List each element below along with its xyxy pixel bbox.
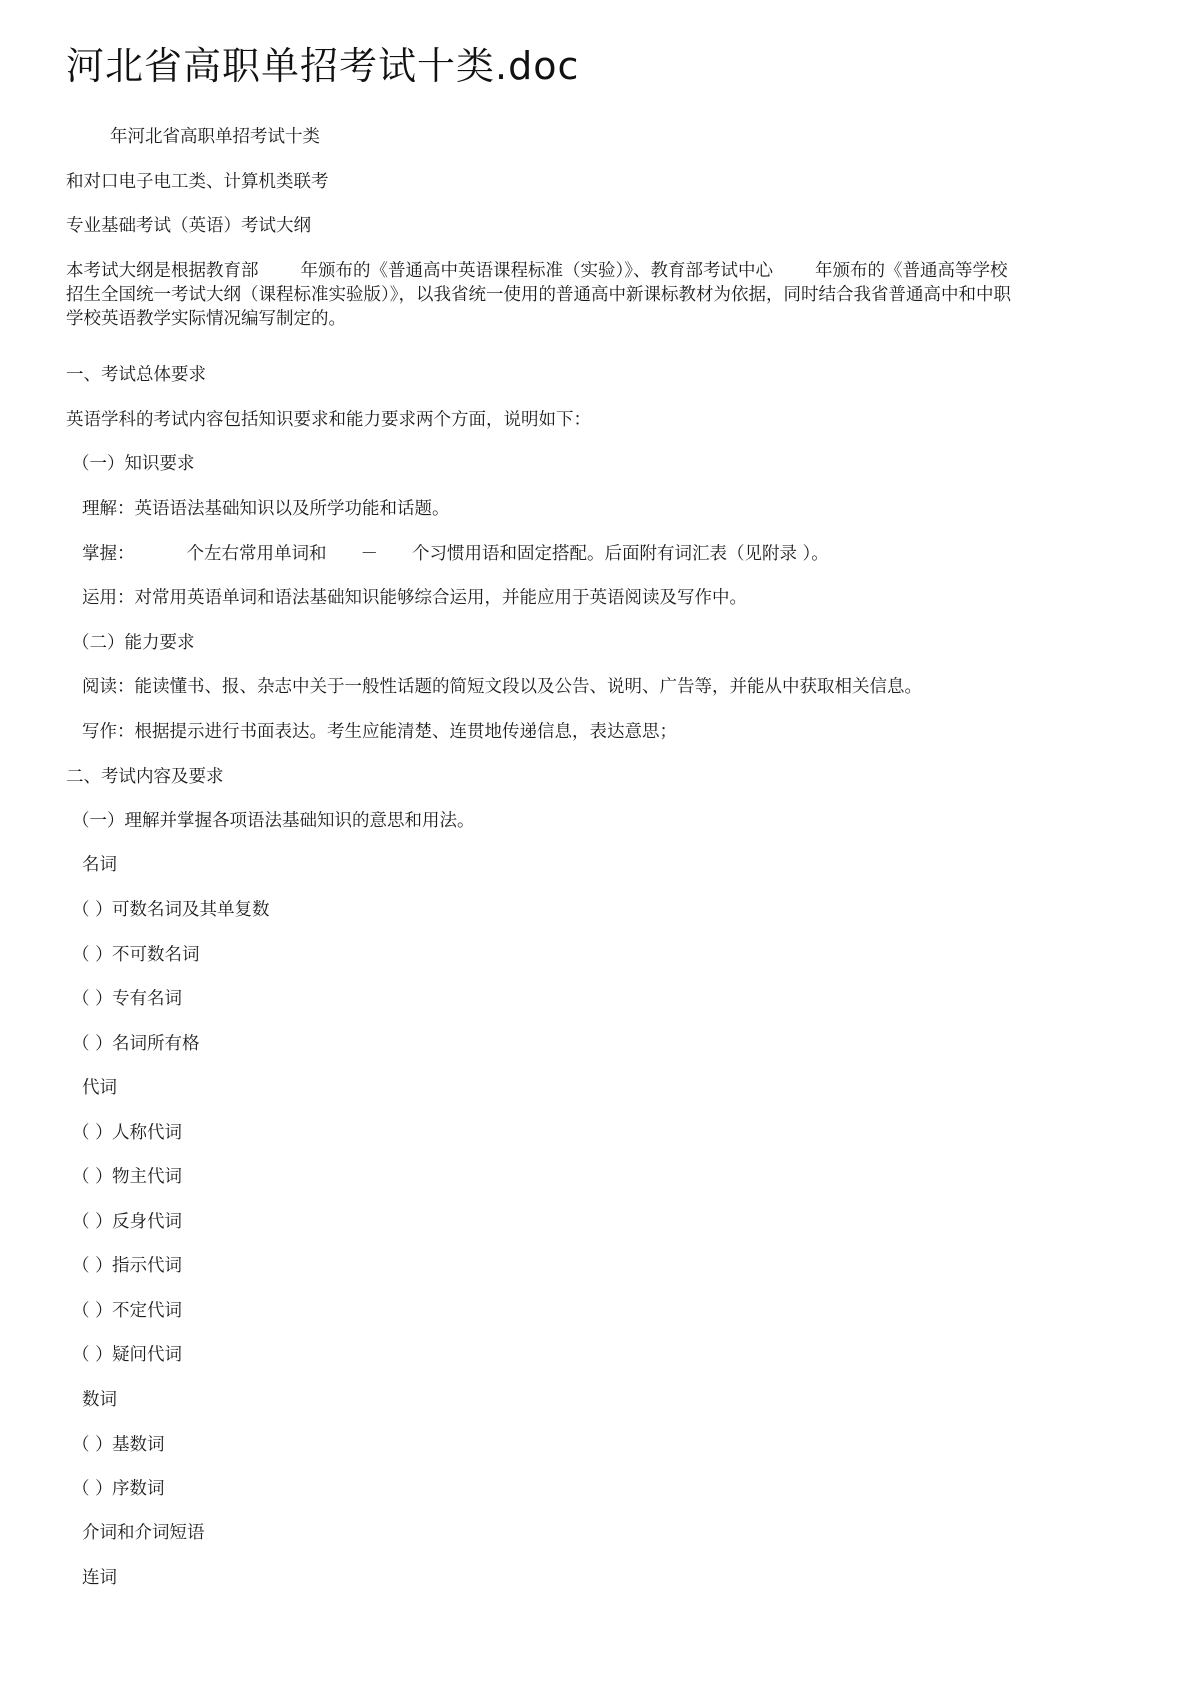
list-item <box>72 1477 165 1501</box>
list-item <box>72 1210 182 1234</box>
subtitle-line-3: 专业基础考试（英语）考试大纲 <box>66 216 311 236</box>
apply-item: 运用：对常用英语单词和语法基础知识能够综合运用，并能应用于英语阅读及写作中。 <box>82 588 747 608</box>
paren-marker: （ ） <box>72 1345 113 1365</box>
list-item-text: 基数词 <box>112 1435 165 1455</box>
intro-part-3: 年颁布的《普通高等学校 <box>815 261 1008 281</box>
paren-marker: （ ） <box>72 1123 113 1143</box>
list-item <box>72 943 200 967</box>
list-item <box>72 1032 200 1056</box>
list-item <box>72 1299 182 1323</box>
grammar-heading: （一）理解并掌握各项语法基础知识的意思和用法。 <box>72 811 475 831</box>
paren-marker: （ ） <box>72 1301 113 1321</box>
reading-item: 阅读：能读懂书、报、杂志中关于一般性话题的简短文段以及公告、说明、广告等，并能从中获取相关信息。 <box>82 677 922 697</box>
writing-item: 写作：根据提示进行书面表达。考生应能清楚、连贯地传递信息，表达意思； <box>82 722 677 742</box>
intro-part-2: 年颁布的《普通高中英语课程标准（实验）》、教育部考试中心 <box>300 261 773 281</box>
list-item-text: 名词所有格 <box>112 1034 200 1054</box>
section1-heading: 一、考试总体要求 <box>66 365 206 385</box>
knowledge-requirements-heading: （一）知识要求 <box>72 454 195 474</box>
list-item-text: 疑问代词 <box>112 1345 182 1365</box>
intro-line-3: 学校英语教学实际情况编写制定的。 <box>66 309 346 329</box>
list-item <box>72 1433 165 1457</box>
list-item-text: 可数名词及其单复数 <box>112 900 270 920</box>
pronoun-heading: 代词 <box>82 1078 117 1098</box>
document-title: 河北省高职单招考试十类.doc <box>66 44 580 88</box>
paren-marker: （ ） <box>72 1167 113 1187</box>
list-item-text: 序数词 <box>112 1479 165 1499</box>
subtitle-line-1: 年河北省高职单招考试十类 <box>110 127 320 147</box>
paren-marker: （ ） <box>72 1256 113 1276</box>
understand-item: 理解：英语语法基础知识以及所学功能和话题。 <box>82 499 450 519</box>
list-item <box>72 898 270 922</box>
noun-heading: 名词 <box>82 855 117 875</box>
intro-part-1: 本考试大纲是根据教育部 <box>66 261 259 281</box>
list-item-text: 不定代词 <box>112 1301 182 1321</box>
master-item <box>82 542 829 566</box>
master-label: 掌握： <box>82 544 135 564</box>
intro-line-2: 招生全国统一考试大纲（课程标准实验版）》，以我省统一使用的普通高中新课标教材为依据，同时结合我省普通高中和中职 <box>66 285 1011 305</box>
paren-marker: （ ） <box>72 1034 113 1054</box>
list-item-text: 专有名词 <box>112 989 182 1009</box>
list-item-text: 反身代词 <box>112 1212 182 1232</box>
conjunction-heading: 连词 <box>82 1568 117 1588</box>
paren-marker: （ ） <box>72 989 113 1009</box>
intro-paragraph <box>66 259 1146 331</box>
master-mid: 个左右常用单词和 <box>186 544 327 564</box>
master-end: 个习惯用语和固定搭配。后面附有词汇表（见附录 ）。 <box>412 544 829 564</box>
paren-marker: （ ） <box>72 1435 113 1455</box>
paren-marker: （ ） <box>72 1479 113 1499</box>
ability-requirements-heading: （二）能力要求 <box>72 633 195 653</box>
list-item-text: 不可数名词 <box>112 945 200 965</box>
intro-line-1 <box>66 259 1146 283</box>
list-item-text: 人称代词 <box>112 1123 182 1143</box>
section2-heading: 二、考试内容及要求 <box>66 767 224 787</box>
list-item <box>72 1121 182 1145</box>
subtitle-line-2: 和对口电子电工类、计算机类联考 <box>66 172 329 192</box>
paren-marker: （ ） <box>72 900 113 920</box>
preposition-heading: 介词和介词短语 <box>82 1523 205 1543</box>
paren-marker: （ ） <box>72 945 113 965</box>
list-item <box>72 1165 182 1189</box>
master-dash: － <box>360 544 378 564</box>
list-item-text: 指示代词 <box>112 1256 182 1276</box>
list-item <box>72 1343 182 1367</box>
list-item <box>72 1254 182 1278</box>
list-item <box>72 987 182 1011</box>
paren-marker: （ ） <box>72 1212 113 1232</box>
numeral-heading: 数词 <box>82 1390 117 1410</box>
section1-description: 英语学科的考试内容包括知识要求和能力要求两个方面，说明如下： <box>66 410 591 430</box>
list-item-text: 物主代词 <box>112 1167 182 1187</box>
